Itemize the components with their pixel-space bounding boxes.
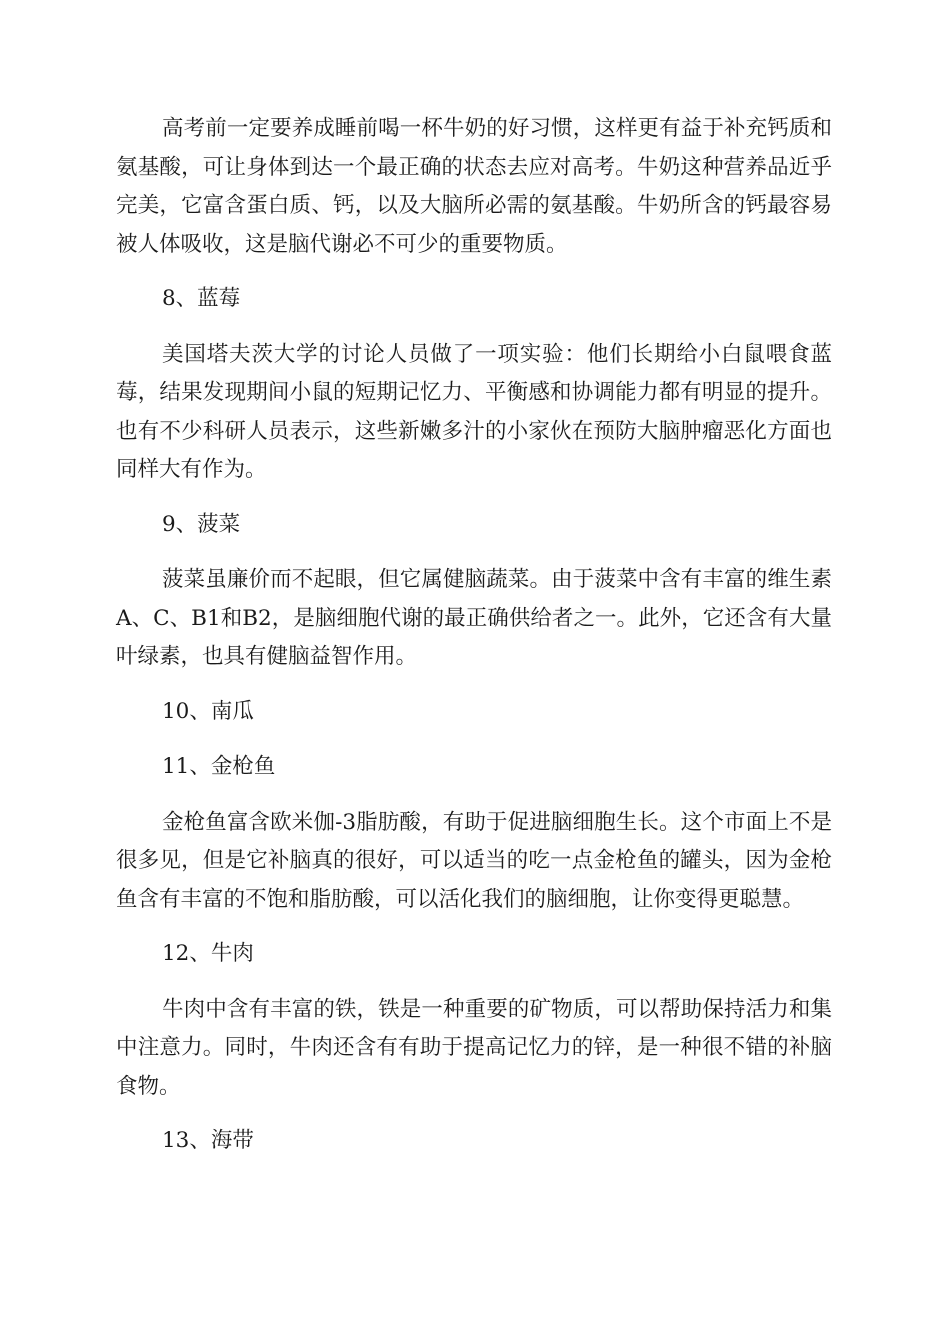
heading-spinach: 9、菠菜 <box>162 511 241 537</box>
paragraph-beef: 牛肉中含有丰富的铁，铁是一种重要的矿物质，可以帮助保持活力和集中注意力。同时，牛肉还含有有助于提高记忆力的锌，是一种很不错的补脑食物。 <box>116 996 832 1099</box>
heading-tuna: 11、金枪鱼 <box>162 754 276 779</box>
heading-beef: 12、牛肉 <box>162 941 254 966</box>
paragraph-tuna: 金枪鱼富含欧米伽-3脂肪酸，有助于促进脑细胞生长。这个市面上不是很多见，但是它补脑真的很好，可以适当的吃一点金枪鱼的罐头，因为金枪鱼含有丰富的不饱和脂肪酸，可以活化我们的脑细胞，让你变得更聪慧。 <box>116 809 832 912</box>
paragraph-blueberry: 美国塔夫茨大学的讨论人员做了一项实验：他们长期给小白鼠喂食蓝莓，结果发现期间小鼠的短期记忆力、平衡感和协调能力都有明显的提升。也有不少科研人员表示，这些新嫩多汁的小家伙在预防大脑肿瘤恶化方面也同样大有作为。 <box>116 341 832 482</box>
heading-pumpkin: 10、南瓜 <box>162 698 254 724</box>
heading-blueberry: 8、蓝莓 <box>162 286 241 311</box>
heading-kelp: 13、海带 <box>162 1128 254 1153</box>
document-page <box>116 110 832 1178</box>
paragraph-milk: 高考前一定要养成睡前喝一杯牛奶的好习惯，这样更有益于补充钙质和氨基酸，可让身体到达一个最正确的状态去应对高考。牛奶这种营养品近乎完美，它富含蛋白质、钙，以及大脑所必需的氨基酸。牛奶所含的钙最容易被人体吸收，这是脑代谢必不可少的重要物质。 <box>116 116 832 257</box>
paragraph-spinach: 菠菜虽廉价而不起眼，但它属健脑蔬菜。由于菠菜中含有丰富的维生素A、C、B1和B2，是脑细胞代谢的最正确供给者之一。此外，它还含有大量叶绿素，也具有健脑益智作用。 <box>116 567 832 669</box>
